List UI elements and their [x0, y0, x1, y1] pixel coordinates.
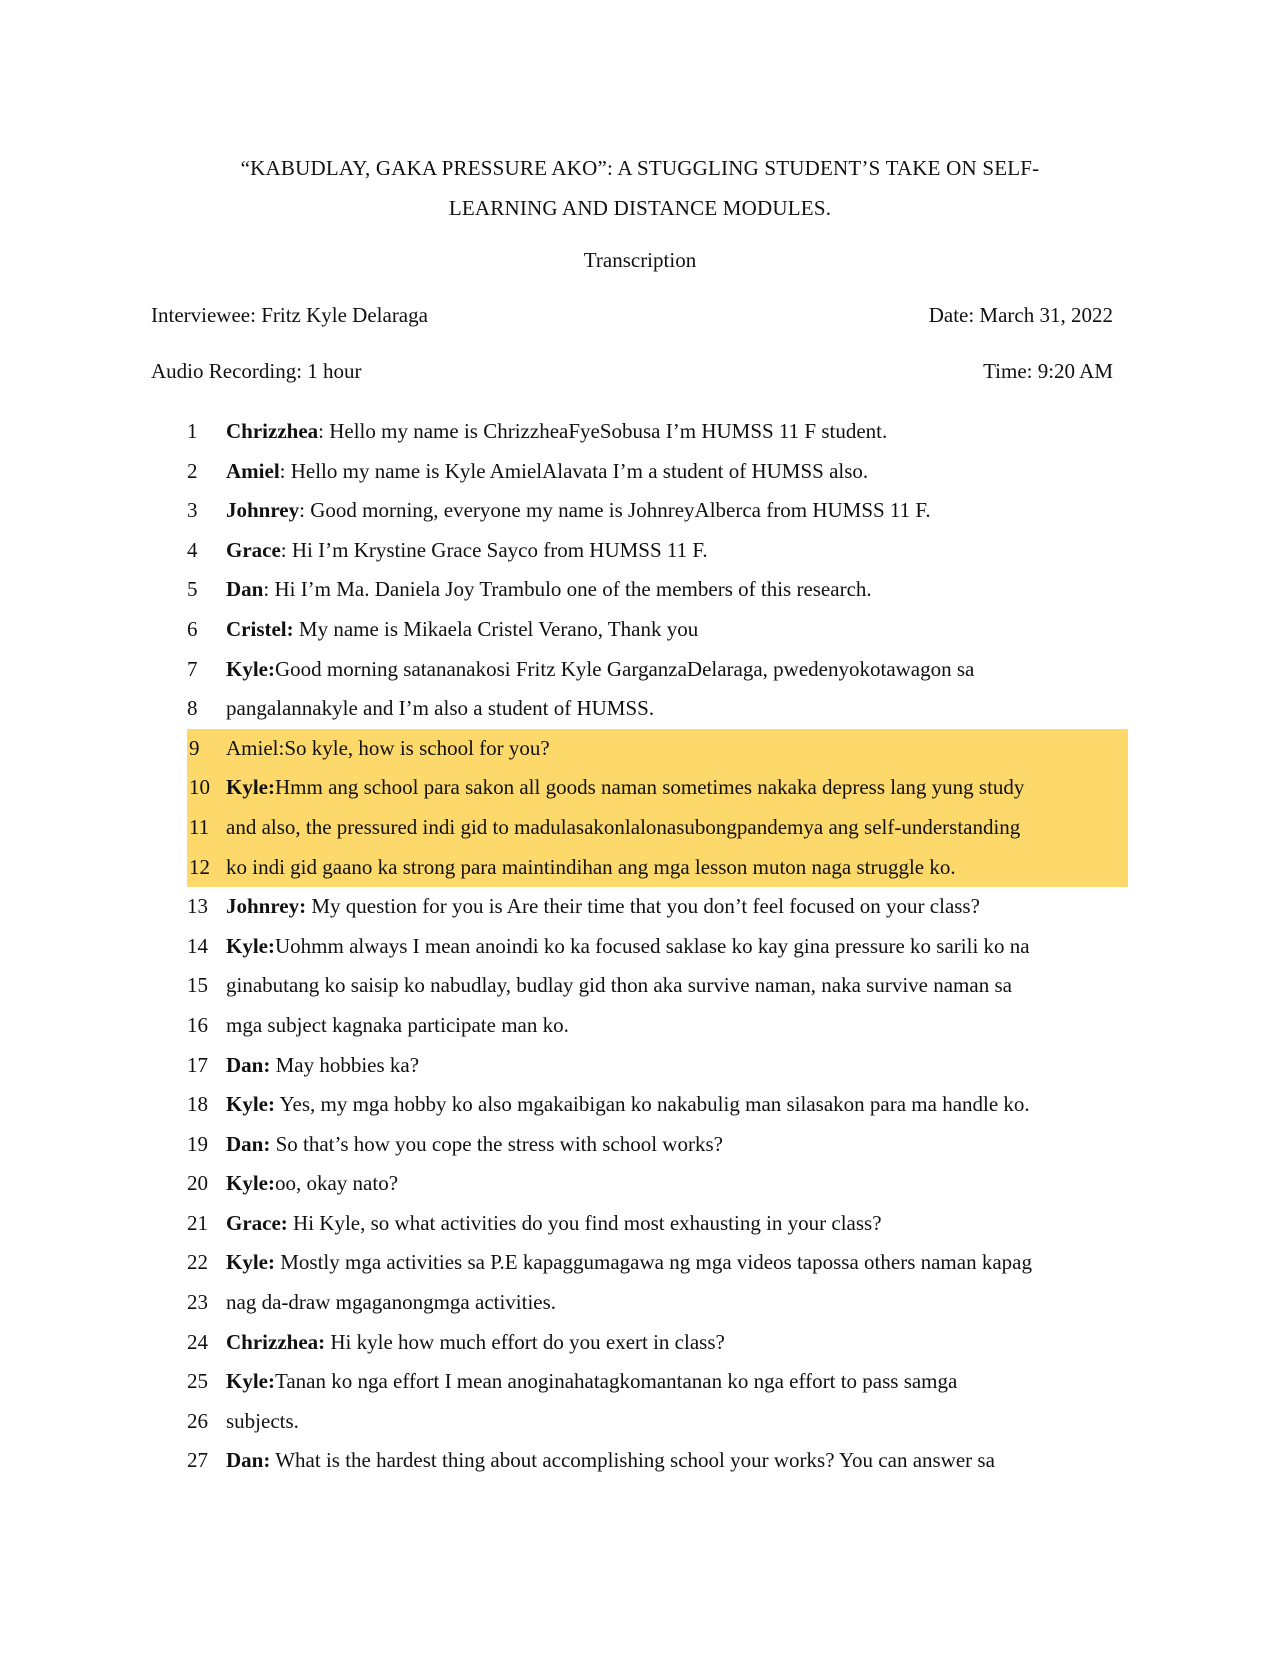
utterance-text: What is the hardest thing about accomplishing school your works? You can answer sa	[270, 1448, 995, 1473]
line-number: 17	[187, 1052, 208, 1077]
line-number: 5	[187, 577, 198, 602]
speaker-name: Johnrey	[226, 498, 300, 523]
speaker-name: Grace:	[226, 1210, 288, 1235]
utterance-text: May hobbies ka?	[270, 1052, 420, 1077]
transcript-line	[0, 570, 1280, 610]
transcript-line	[0, 491, 1280, 531]
utterance-text: Tanan ko nga effort I mean anoginahatagkomantanan ko nga effort to pass samga	[274, 1369, 958, 1394]
transcript-line	[0, 531, 1280, 571]
title-line-2: LEARNING AND DISTANCE MODULES.	[448, 196, 832, 220]
utterance-text: : Hi I’m Ma. Daniela Joy Trambulo one of the members of this research.	[263, 577, 872, 602]
utterance-text: mga subject kagnaka participate man ko.	[226, 1012, 569, 1037]
line-number: 15	[187, 973, 208, 998]
document-subtitle: Transcription	[583, 248, 697, 272]
transcript-line	[0, 887, 1280, 927]
line-text	[226, 614, 698, 644]
line-number: 16	[187, 1012, 208, 1037]
utterance-text: : Good morning, everyone my name is JohnreyAlberca from HUMSS 11 F.	[299, 498, 931, 523]
line-text	[226, 931, 1030, 961]
speaker-name: Kyle:	[226, 1171, 275, 1196]
utterance-text: and also, the pressured indi gid to madulasakonlalonasubongpandemya ang self-understanding	[226, 814, 1021, 839]
line-text	[226, 772, 1024, 802]
utterance-text: oo, okay nato?	[274, 1171, 399, 1196]
line-number: 24	[187, 1329, 208, 1354]
speaker-name: Kyle:	[226, 656, 275, 681]
line-text	[226, 693, 654, 723]
line-text	[226, 1168, 398, 1198]
speaker-name: Chrizzhea:	[226, 1329, 326, 1354]
line-number: 8	[187, 696, 198, 721]
line-number: 4	[187, 537, 198, 562]
meta-row-interviewee	[151, 300, 1113, 330]
utterance-text: pangalannakyle and I’m also a student of HUMSS.	[226, 696, 655, 721]
line-text	[226, 852, 956, 882]
transcript-line	[0, 610, 1280, 650]
line-text	[226, 1089, 1030, 1119]
line-text	[226, 416, 887, 446]
line-text	[226, 1445, 995, 1475]
line-number: 9	[189, 735, 200, 760]
utterance-text: Mostly mga activities sa P.E kapaggumagawa ng mga videos tapossa others naman kapag	[274, 1250, 1032, 1275]
transcript-line	[0, 966, 1280, 1006]
line-number: 20	[187, 1171, 208, 1196]
transcript-line	[0, 1323, 1280, 1363]
line-text	[226, 1406, 299, 1436]
transcript-line	[0, 412, 1280, 452]
speaker-name: Kyle:	[226, 933, 275, 958]
line-text	[226, 970, 1012, 1000]
utterance-text: Uohmm always I mean anoindi ko ka focused saklase ko kay gina pressure ko sarili ko na	[274, 933, 1030, 958]
line-number: 6	[187, 616, 198, 641]
speaker-name: Kyle:	[226, 1369, 275, 1394]
line-text	[226, 654, 974, 684]
transcript-line	[187, 848, 1128, 888]
speaker-name: Chrizzhea	[226, 419, 319, 443]
line-number: 11	[189, 814, 210, 839]
meta-row-audio	[151, 356, 1113, 386]
line-text	[226, 1129, 723, 1159]
utterance-text: : Hi I’m Krystine Grace Sayco from HUMSS 11 F.	[280, 537, 708, 562]
line-number: 10	[189, 775, 210, 800]
utterance-text: So that’s how you cope the stress with school works?	[270, 1131, 723, 1156]
line-text	[226, 1050, 419, 1080]
line-text	[226, 1287, 556, 1317]
line-text	[226, 495, 931, 525]
title-line-1: “KABUDLAY, GAKA PRESSURE AKO”: A STUGGLING STUDENT’S TAKE ON SELF-	[240, 156, 1040, 180]
transcript-line	[0, 1125, 1280, 1165]
speaker-name: Kyle:	[226, 1250, 275, 1275]
utterance-text: Hi Kyle, so what activities do you find most exhausting in your class?	[287, 1210, 882, 1235]
utterance-text: ginabutang ko saisip ko nabudlay, budlay gid thon aka survive naman, naka survive naman sa	[226, 973, 1012, 998]
utterance-text: Hmm ang school para sakon all goods naman sometimes nakaka depress lang yung study	[274, 775, 1025, 800]
utterance-text: : Hello my name is Kyle AmielAlavata I’m a student of HUMSS also.	[279, 458, 869, 483]
line-text	[226, 812, 1020, 842]
interviewee-label: Interviewee: Fritz Kyle Delaraga	[151, 303, 428, 327]
line-text	[226, 1208, 882, 1238]
speaker-name: Dan:	[226, 1131, 271, 1156]
speaker-name: Dan:	[226, 1052, 271, 1077]
speaker-name: Amiel	[226, 458, 280, 483]
speaker-name: Dan:	[226, 1448, 271, 1473]
speaker-name: Grace	[226, 537, 281, 562]
line-text	[226, 891, 980, 921]
line-number: 25	[187, 1369, 208, 1394]
transcript-line	[0, 1362, 1280, 1402]
line-number: 14	[187, 933, 208, 958]
transcript-line	[187, 768, 1128, 808]
document-title	[140, 148, 1140, 228]
line-text	[226, 1010, 569, 1040]
line-number: 2	[187, 458, 198, 483]
line-number: 1	[187, 419, 198, 443]
utterance-text: ko indi gid gaano ka strong para maintindihan ang mga lesson muton naga struggle ko.	[226, 854, 956, 879]
transcript-line	[0, 927, 1280, 967]
line-text	[226, 456, 868, 486]
date-label: Date: March 31, 2022	[928, 303, 1113, 327]
utterance-text: subjects.	[226, 1408, 299, 1433]
line-number: 23	[187, 1290, 208, 1315]
transcript-line	[0, 689, 1280, 729]
transcript-line	[187, 808, 1128, 848]
transcript-line	[187, 729, 1128, 769]
transcript-line	[0, 1204, 1280, 1244]
line-text	[226, 1366, 957, 1396]
line-text	[226, 1327, 725, 1357]
transcript-line	[0, 1046, 1280, 1086]
speaker-name: Kyle:	[226, 775, 275, 800]
line-text	[226, 1247, 1032, 1277]
utterance-text: Good morning satananakosi Fritz Kyle GarganzaDelaraga, pwedenyokotawagon sa	[274, 656, 975, 681]
line-number: 26	[187, 1408, 208, 1433]
time-label: Time: 9:20 AM	[983, 359, 1113, 383]
utterance-text: My question for you is Are their time that you don’t feel focused on your class?	[306, 894, 980, 919]
transcript-line	[0, 1402, 1280, 1442]
utterance-text: Hi kyle how much effort do you exert in class?	[325, 1329, 725, 1354]
transcript-line	[0, 1283, 1280, 1323]
speaker-name: Cristel:	[226, 616, 294, 641]
transcript-line	[0, 452, 1280, 492]
line-text	[226, 535, 708, 565]
transcript-line	[0, 1006, 1280, 1046]
speaker-name: Johnrey:	[226, 894, 307, 919]
transcript-line	[0, 650, 1280, 690]
transcript-lines	[0, 412, 1280, 1481]
transcript-line	[0, 1164, 1280, 1204]
line-number: 3	[187, 498, 198, 523]
speaker-name: Dan	[226, 577, 264, 602]
line-number: 21	[187, 1210, 208, 1235]
speaker-name: Kyle:	[226, 1092, 275, 1117]
utterance-text: nag da-draw mgaganongmga activities.	[226, 1290, 557, 1315]
line-text	[226, 574, 872, 604]
line-number: 7	[187, 656, 198, 681]
line-number: 13	[187, 894, 208, 919]
line-number: 19	[187, 1131, 208, 1156]
line-number: 12	[189, 854, 210, 879]
utterance-text: Yes, my mga hobby ko also mgakaibigan ko nakabulig man silasakon para ma handle ko.	[274, 1092, 1030, 1117]
transcript-line	[0, 1085, 1280, 1125]
line-number: 22	[187, 1250, 208, 1275]
transcript-line	[0, 1441, 1280, 1481]
audio-recording-label: Audio Recording: 1 hour	[151, 359, 362, 383]
line-number: 18	[187, 1092, 208, 1117]
utterance-text: Amiel:So kyle, how is school for you?	[226, 735, 550, 760]
utterance-text: My name is Mikaela Cristel Verano, Thank you	[293, 616, 699, 641]
transcript-line	[0, 1243, 1280, 1283]
line-text	[226, 733, 550, 763]
utterance-text: : Hello my name is ChrizzheaFyeSobusa I’m HUMSS 11 F student.	[318, 419, 888, 443]
line-number: 27	[187, 1448, 208, 1473]
